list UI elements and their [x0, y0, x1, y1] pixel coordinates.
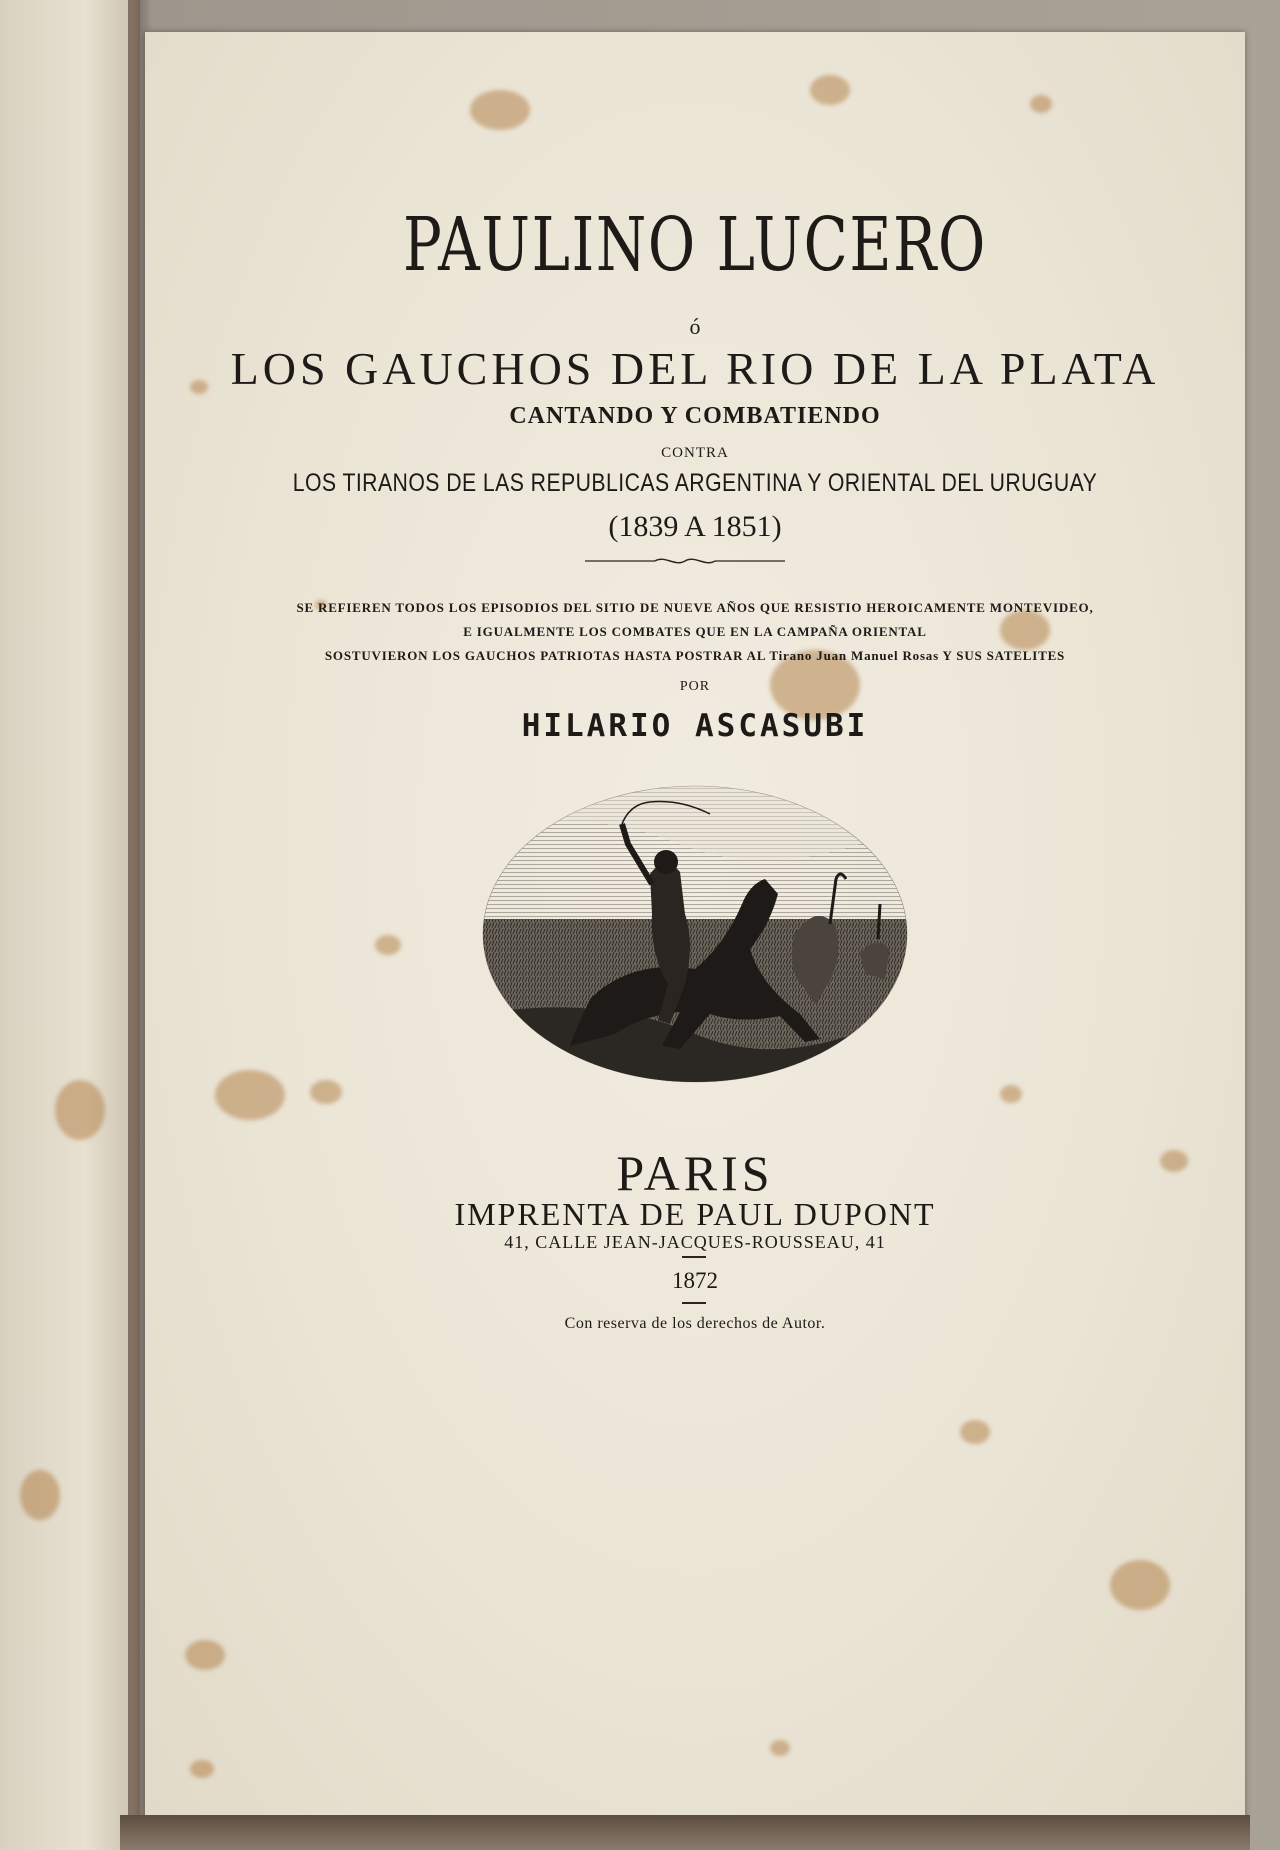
imprint-city: PARIS: [616, 1145, 774, 1201]
by-label: POR: [679, 679, 711, 694]
divider-dash: [682, 1256, 706, 1258]
divider-dash: [682, 1302, 706, 1304]
contra-label: CONTRA: [661, 445, 729, 461]
author-name: HILARIO ASCASUBI: [521, 708, 869, 744]
left-page-edge: [0, 0, 140, 1850]
description-line-2: E IGUALMENTE LOS COMBATES QUE EN LA CAMPAÑA ORIENTAL: [463, 624, 927, 639]
imprint-year: 1872: [672, 1268, 718, 1293]
book-title: PAULINO LUCERO: [403, 202, 987, 288]
rights-notice: Con reserva de los derechos de Autor.: [564, 1315, 826, 1332]
book-subtitle-3: LOS TIRANOS DE LAS REPUBLICAS ARGENTINA Y ORIENTAL DEL URUGUAY: [292, 469, 1098, 497]
description-line-1: SE REFIEREN TODOS LOS EPISODIOS DEL SITIO DE NUEVE AÑOS QUE RESISTIO HEROICAMENTE MONTEVIDEO,: [296, 600, 1094, 615]
imprint-printer: IMPRENTA DE PAUL DUPONT: [454, 1196, 936, 1232]
year-range: (1839 A 1851): [608, 510, 782, 543]
engraving-gaucho-on-horseback-icon: [480, 784, 910, 1094]
title-conjunction: ó: [689, 314, 701, 339]
ornamental-rule-icon: [585, 554, 785, 568]
description-line-3: SOSTUVIERON LOS GAUCHOS PATRIOTAS HASTA POSTRAR AL Tirano Juan Manuel Rosas Y SUS SATELITES: [324, 648, 1066, 663]
title-page-content: [145, 32, 1245, 1822]
book-subtitle-2: CANTANDO Y COMBATIENDO: [509, 403, 881, 429]
imprint-address: 41, CALLE JEAN-JACQUES-ROUSSEAU, 41: [504, 1232, 886, 1252]
book-subtitle: LOS GAUCHOS DEL RIO DE LA PLATA: [230, 343, 1160, 394]
